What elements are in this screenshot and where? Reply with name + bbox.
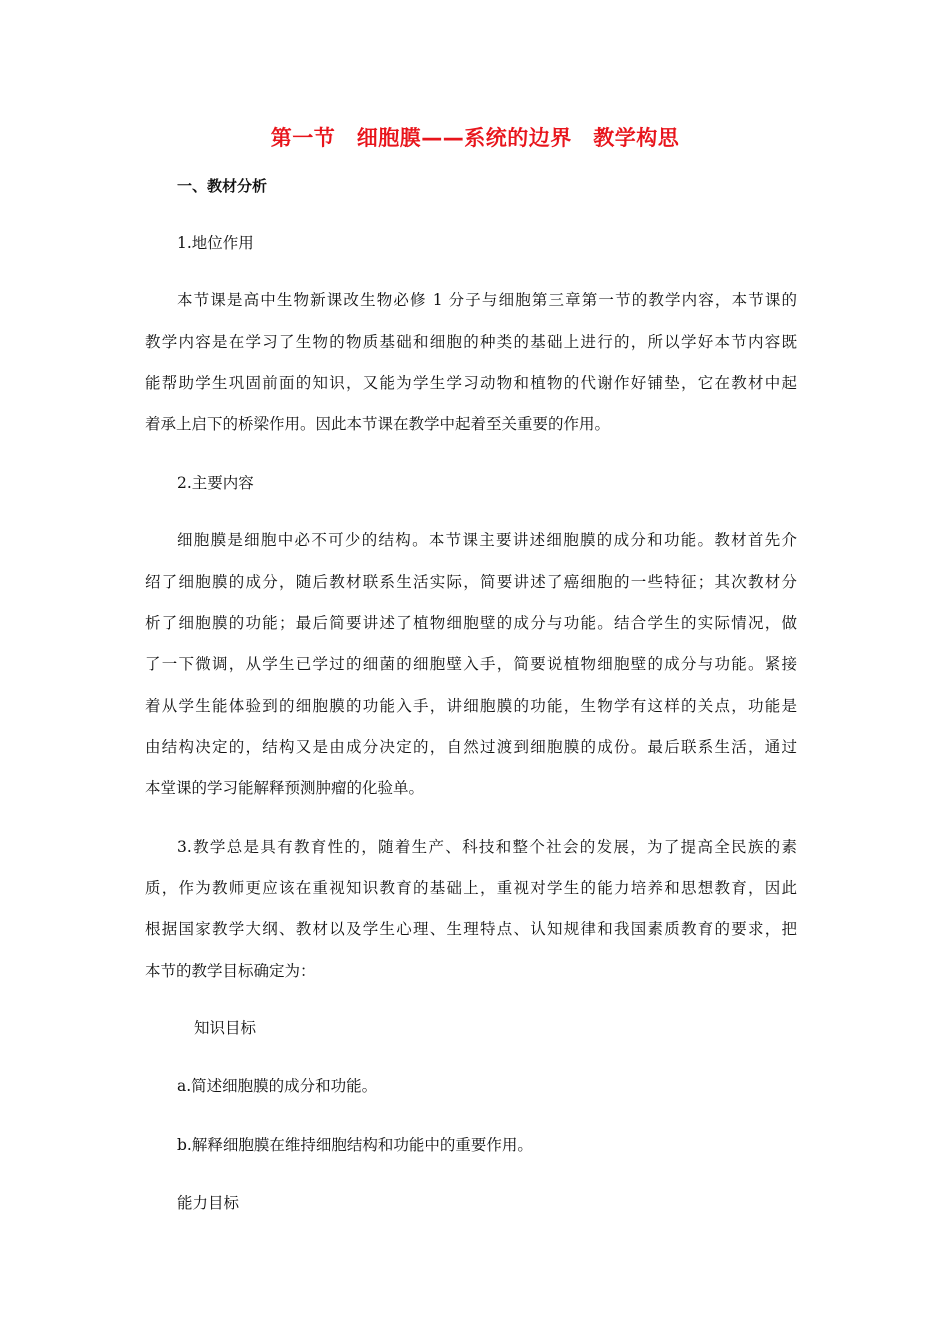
paragraph-line: 了一下微调，从学生已学过的细菌的细胞壁入手，简要说植物细胞壁的成分与功能。紧接 — [145, 655, 797, 673]
paragraph-line: 本堂课的学习能解释预测肿瘤的化验单。 — [145, 779, 425, 797]
paragraph-line: 3.教学总是具有教育性的，随着生产、科技和整个社会的发展，为了提高全民族的素 — [177, 838, 797, 856]
goal-item-b: b.解释细胞膜在维持细胞结构和功能中的重要作用。 — [177, 1136, 533, 1154]
paragraph-line: 由结构决定的，结构又是由成分决定的，自然过渡到细胞膜的成份。最后联系生活，通过 — [145, 738, 797, 756]
paragraph-line: 着从学生能体验到的细胞膜的功能入手，讲细胞膜的功能，生物学有这样的关点，功能是 — [145, 697, 797, 715]
paragraph-line: 析了细胞膜的功能；最后简要讲述了植物细胞壁的成分与功能。结合学生的实际情况，做 — [145, 614, 797, 632]
section-heading-textbook-analysis: 一、教材分析 — [177, 177, 268, 195]
paragraph-line: 能帮助学生巩固前面的知识，又能为学生学习动物和植物的代谢作好铺垫，它在教材中起 — [145, 374, 797, 392]
paragraph-line: 教学内容是在学习了生物的物质基础和细胞的种类的基础上进行的，所以学好本节内容既 — [145, 333, 797, 351]
paragraph-line: 质，作为教师更应该在重视知识教育的基础上，重视对学生的能力培养和思想教育，因此 — [145, 879, 797, 897]
document-title: 第一节 细胞膜——系统的边界 教学构思 — [270, 126, 680, 150]
paragraph-line: 根据国家教学大纲、教材以及学生心理、生理特点、认知规律和我国素质教育的要求，把 — [145, 920, 797, 938]
goal-item-a: a.简述细胞膜的成分和功能。 — [177, 1077, 378, 1095]
paragraph-line: 细胞膜是细胞中必不可少的结构。本节课主要讲述细胞膜的成分和功能。教材首先介 — [177, 531, 797, 549]
knowledge-goal-heading: 知识目标 — [194, 1019, 257, 1037]
subheading-main-content: 2.主要内容 — [177, 474, 254, 492]
paragraph-line: 本节课是高中生物新课改生物必修 1 分子与细胞第三章第一节的教学内容，本节课的 — [177, 291, 797, 309]
paragraph-line: 绍了细胞膜的成分，随后教材联系生活实际，简要讲述了癌细胞的一些特征；其次教材分 — [145, 573, 797, 591]
subheading-position-role: 1.地位作用 — [177, 234, 254, 252]
ability-goal-heading: 能力目标 — [177, 1194, 240, 1212]
paragraph-line: 本节的教学目标确定为： — [145, 962, 316, 980]
paragraph-line: 着承上启下的桥梁作用。因此本节课在教学中起着至关重要的作用。 — [145, 415, 611, 433]
